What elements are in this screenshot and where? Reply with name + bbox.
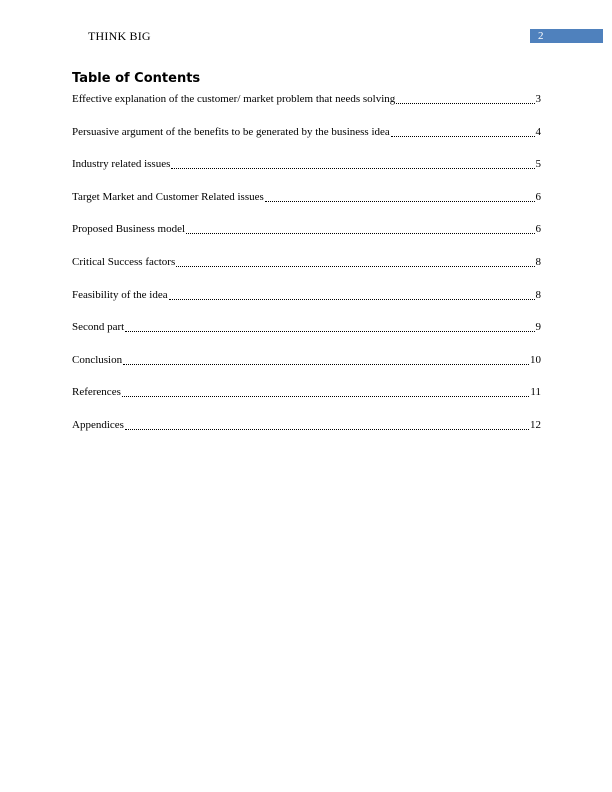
toc-entry-page: 12	[530, 418, 541, 431]
toc-leader-dots	[391, 135, 535, 137]
running-header-title: THINK BIG	[88, 29, 151, 43]
toc-entry-page: 10	[530, 353, 541, 366]
toc-entry-page: 4	[535, 125, 541, 138]
toc-entry[interactable]	[72, 91, 541, 107]
toc-entry[interactable]	[72, 352, 541, 368]
toc-entry[interactable]	[72, 156, 541, 172]
toc-leader-dots	[122, 395, 530, 397]
toc-entry-label: Industry related issues	[72, 158, 171, 171]
toc-entry-label: Proposed Business model	[72, 223, 186, 236]
toc-entry-label: Effective explanation of the customer/ market problem that needs solving	[72, 93, 396, 105]
toc-entry[interactable]	[72, 221, 541, 237]
toc-entry-page: 9	[535, 321, 541, 334]
toc-entry-label: Critical Success factors	[72, 255, 176, 268]
toc-entry-page: 8	[535, 288, 541, 301]
toc-heading: Table of Contents	[72, 71, 201, 86]
toc-entry-page: 5	[535, 158, 541, 171]
toc-entry-page: 8	[535, 255, 541, 268]
toc-entry-label: Appendices	[72, 418, 124, 431]
toc-leader-dots	[176, 265, 534, 267]
toc-entry[interactable]	[72, 124, 541, 140]
toc-leader-dots	[125, 330, 534, 332]
toc-entry[interactable]	[72, 319, 541, 335]
toc-entry-label: Target Market and Customer Related issues	[72, 190, 264, 203]
toc-entry-page: 6	[535, 223, 541, 236]
toc-leader-dots	[169, 298, 535, 300]
toc-leader-dots	[125, 428, 529, 430]
page-number-badge: 2	[530, 29, 603, 43]
toc-entry-page: 3	[535, 93, 541, 105]
toc-leader-dots	[265, 200, 535, 202]
toc-entry[interactable]	[72, 287, 541, 303]
toc-entry[interactable]	[72, 254, 541, 270]
toc-entry-label: Conclusion	[72, 353, 123, 366]
toc-leader-dots	[123, 363, 529, 365]
toc-entry-label: Persuasive argument of the benefits to be generated by the business idea	[72, 125, 390, 138]
toc-entry[interactable]	[72, 417, 541, 433]
toc-entry[interactable]	[72, 189, 541, 205]
toc-entry-page: 11	[530, 386, 541, 399]
toc-leader-dots	[171, 167, 534, 169]
toc-entry[interactable]	[72, 384, 541, 400]
toc-entry-page: 6	[535, 190, 541, 203]
toc-leader-dots	[186, 232, 534, 234]
toc-entry-label: Feasibility of the idea	[72, 288, 168, 301]
toc-list	[72, 91, 541, 450]
toc-entry-label: References	[72, 386, 121, 399]
toc-leader-dots	[396, 102, 534, 104]
toc-entry-label: Second part	[72, 321, 125, 334]
